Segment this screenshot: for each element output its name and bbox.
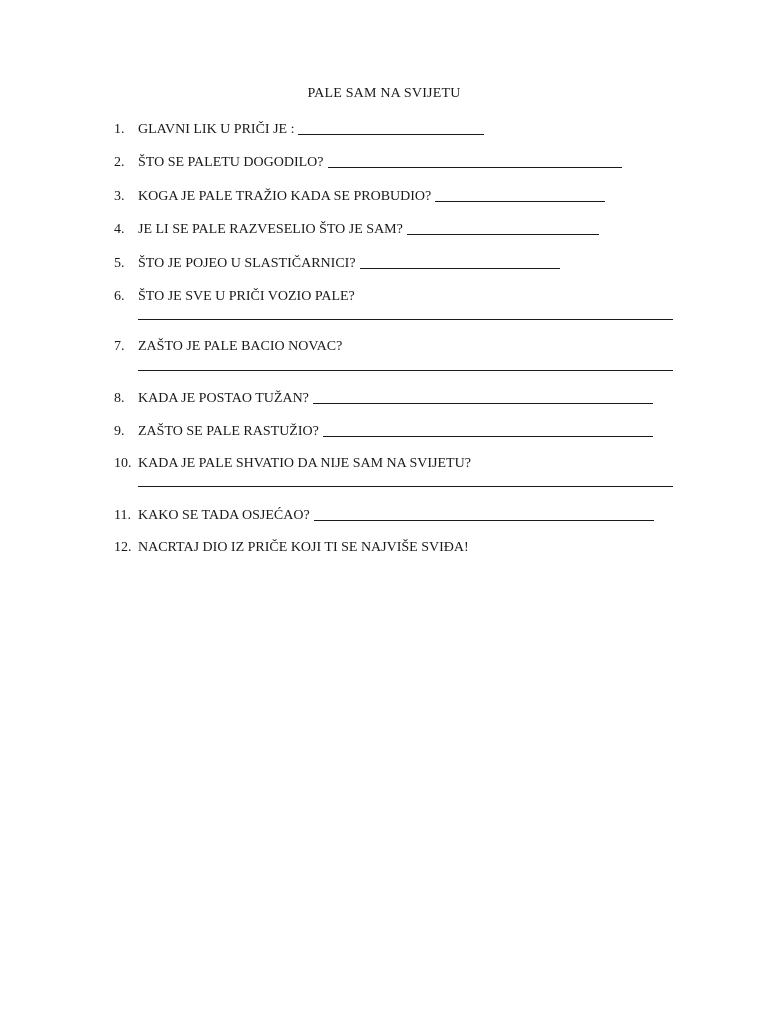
answer-blank[interactable] [314,508,654,521]
question-10 [114,455,471,473]
answer-blank[interactable] [323,424,653,437]
question-text: KOGA JE PALE TRAŽIO KADA SE PROBUDIO? [138,189,432,204]
question-text: NACRTAJ DIO IZ PRIČE KOJI TI SE NAJVIŠE SVIĐA! [138,540,469,555]
question-number: 11. [114,508,131,523]
question-text: GLAVNI LIK U PRIČI JE : [138,122,295,137]
question-text: JE LI SE PALE RAZVESELIO ŠTO JE SAM? [138,222,403,237]
question-number: 6. [114,289,125,304]
answer-blank[interactable] [328,155,622,168]
answer-line[interactable] [138,370,673,371]
question-9 [114,422,653,441]
question-number: 12. [114,540,132,555]
answer-blank[interactable] [298,122,484,135]
question-number: 3. [114,189,125,204]
question-text: ŠTO SE PALETU DOGODILO? [138,155,324,170]
answer-blank[interactable] [313,391,653,404]
question-5 [114,254,560,273]
question-number: 5. [114,256,125,271]
question-6 [114,288,355,306]
question-number: 1. [114,122,125,137]
question-text: ZAŠTO SE PALE RASTUŽIO? [138,424,319,439]
question-1 [114,120,484,139]
question-text: ZAŠTO JE PALE BACIO NOVAC? [138,339,343,354]
question-text: ŠTO JE SVE U PRIČI VOZIO PALE? [138,289,355,304]
question-7 [114,338,342,356]
question-11 [114,506,654,525]
question-number: 7. [114,339,125,354]
question-number: 2. [114,155,125,170]
question-text: KADA JE PALE SHVATIO DA NIJE SAM NA SVIJETU? [138,456,471,471]
answer-line[interactable] [138,319,673,320]
answer-blank[interactable] [435,189,605,202]
question-text: KAKO SE TADA OSJEĆAO? [138,508,310,523]
page-title: PALE SAM NA SVIJETU [307,86,461,101]
question-number: 4. [114,222,125,237]
question-4 [114,220,599,239]
answer-blank[interactable] [407,222,599,235]
answer-line[interactable] [138,486,673,487]
question-8 [114,389,653,408]
question-3 [114,187,605,206]
answer-blank[interactable] [360,256,560,269]
question-number: 9. [114,424,125,439]
question-number: 10. [114,456,132,471]
question-2 [114,153,622,172]
question-number: 8. [114,391,125,406]
question-text: KADA JE POSTAO TUŽAN? [138,391,309,406]
question-text: ŠTO JE POJEO U SLASTIČARNICI? [138,256,356,271]
question-12 [114,539,469,557]
